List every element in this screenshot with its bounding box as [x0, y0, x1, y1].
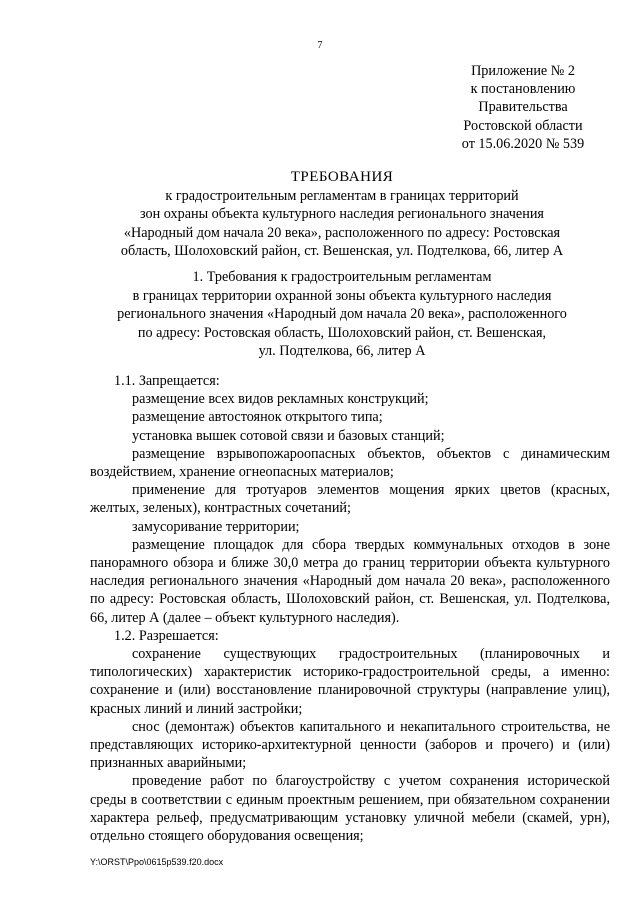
forbidden-item: размещение всех видов рекламных конструкций;	[132, 391, 429, 408]
forbidden-item: применение для тротуаров элементов мощения ярких цветов (красных, желтых, зеленых), контрастных сочетаний;	[90, 482, 610, 517]
allowed-item: проведение работ по благоустройству с учетом сохранения исторической среды в соответствии с единым проектным решением, при обязательном сохранении характера рельеф, предусматривающим установку уличной мебели (скамей, урн), отдельно стоящего оборудования освещения;	[90, 773, 610, 845]
document-title	[84, 168, 600, 261]
section-line: ул. Подтелкова, 66, литер А	[258, 343, 426, 360]
title-line: зон охраны объекта культурного наследия регионального значения	[140, 206, 544, 223]
title-heading: ТРЕБОВАНИЯ	[290, 169, 394, 185]
forbidden-item: установка вышек сотовой связи и базовых станций;	[132, 427, 445, 444]
forbidden-item: размещение площадок для сбора твердых коммунальных отходов в зоне панорамного обзора и ближе 30,0 метра до границ территории объекта культурного наследия регионального значения «Народный дом начала 20 века», расположенного по адресу: Ростовская область, Шолоховский район, ст. Вешенская, ул. Подтелкова, 66, литер А (далее – объект культурного наследия).	[90, 536, 610, 626]
allowed-item: снос (демонтаж) объектов капитального и некапитального строительства, не представляющих историко-архитектурной ценности (заборов и прочего) и (или) признанных аварийными;	[90, 718, 610, 772]
forbidden-item: размещение взрывопожароопасных объектов, объектов с динамическим воздействием, хранение огнеопасных материалов;	[90, 445, 610, 481]
appendix-block	[440, 62, 606, 153]
document-body	[90, 372, 610, 845]
title-line: к градостроительным регламентам в границах территорий	[165, 187, 519, 204]
appendix-line: к постановлению	[470, 81, 576, 98]
forbidden-item: замусоривание территории;	[132, 518, 300, 535]
section-line: по адресу: Ростовская область, Шолоховский район, ст. Вешенская,	[137, 324, 547, 341]
appendix-line: Приложение № 2	[471, 63, 575, 79]
section-heading	[84, 268, 600, 361]
forbidden-item: размещение автостоянок открытого типа;	[132, 409, 383, 426]
appendix-line: Ростовской области	[463, 117, 583, 134]
allowed-item: сохранение существующих градостроительных (планировочных и типологических) характеристик историко-градостроительной среды, а именно: сохранение и (или) восстановление планировочной структуры (направление улиц), красных линий и линий застройки;	[90, 646, 610, 717]
page-number: 7	[317, 40, 323, 51]
title-line: область, Шолоховский район, ст. Вешенская, ул. Подтелкова, 66, литер А	[120, 243, 564, 260]
title-line: «Народный дом начала 20 века», расположенного по адресу: Ростовская	[123, 224, 561, 241]
forbidden-heading: 1.1. Запрещается:	[114, 373, 220, 389]
file-path-footer: Y:\ORST\Ppo\0615p539.f20.docx	[90, 857, 224, 867]
appendix-line: от 15.06.2020 № 539	[461, 135, 585, 152]
section-line: 1. Требования к градостроительным регламентам	[192, 269, 492, 285]
section-line: регионального значения «Народный дом начала 20 века», расположенного	[117, 306, 567, 323]
section-line: в границах территории охранной зоны объекта культурного наследия	[132, 287, 552, 304]
allowed-heading: 1.2. Разрешается:	[114, 627, 219, 644]
appendix-line: Правительства	[478, 99, 568, 116]
